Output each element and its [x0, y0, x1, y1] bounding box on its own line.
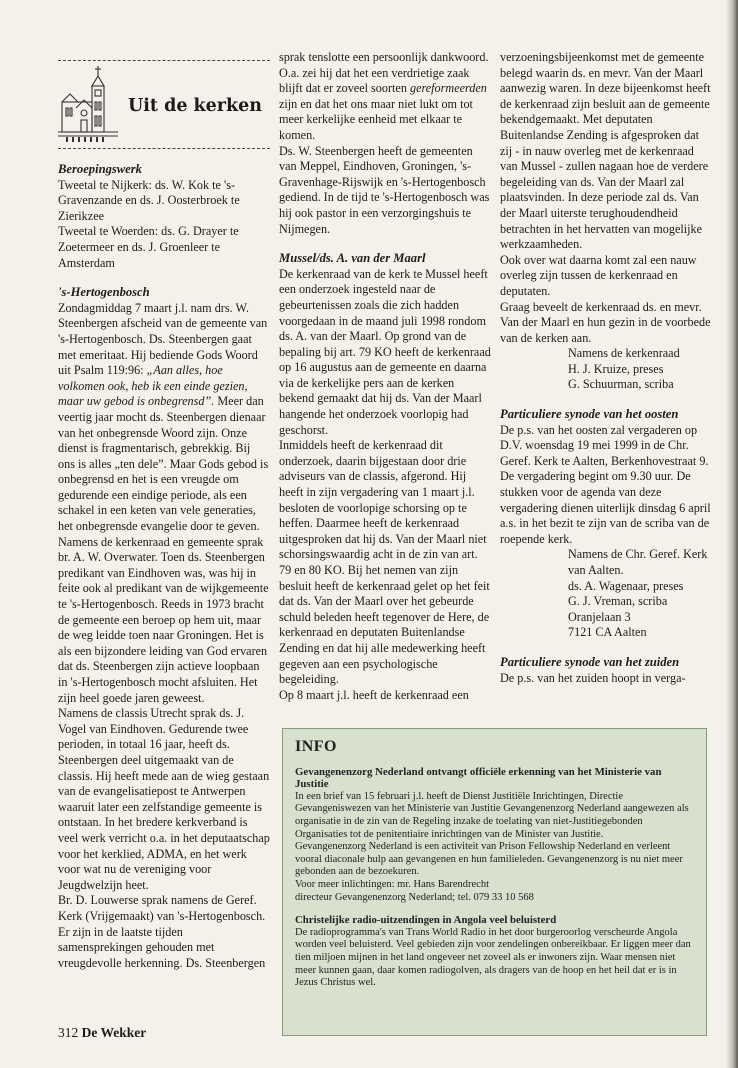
info-heading-angola: Christelijke radio-uitzendingen in Angola veel beluisterd	[295, 914, 557, 927]
signature-line: G. J. Vreman, scriba	[568, 594, 668, 609]
paragraph: Ook over wat daarna komt zal een nauw overleg zijn tussen de kerkenraad en deputaten.	[500, 252, 697, 298]
column-2	[279, 50, 491, 703]
paragraph: De p.s. van het oosten zal vergaderen op D.V. woensdag 19 mei 1999 in de Chr. Geref. Kerk te Aalten, Berkenhovestraat 9. De vergadering begint om 9.30 uur. De stukken voor de agenda van deze vergadering dienen uiterlijk dinsdag 6 april a.s. in het bezit te zijn van de scriba van de roepende kerk.	[500, 422, 711, 546]
info-paragraph: De radioprogramma's van Trans World Radio in het door burgeroorlog verscheurde Angola worden veel beluisterd. Veel gebieden zijn voor zendelingen onbereikbaar. Er liggen meer dan tien miljoen mijnen in het land ongeveer net zoveel als er inwoners zijn. Waar mensen niet meer kunnen gaan, daar komen radiogolven, als dragers van de hoop en het heil dat er is in Jezus Christus wel.	[295, 926, 691, 989]
column-3	[500, 50, 712, 686]
paragraph	[58, 301, 270, 535]
paragraph: Br. D. Louwerse sprak namens de Geref. Kerk (Vrijgemaakt) van 's-Hertogenbosch. Er zijn in de laatste tijden samensprekingen gehouden met vreugdevolle herkenning. Ds. Steenbergen	[58, 893, 266, 970]
paragraph	[279, 50, 491, 144]
signature-aalten	[500, 547, 712, 641]
text: Zondagmiddag 7 maart j.l. nam drs. W. Steenbergen afscheid van de gemeente van 's-Hertogenbosch. Ds. Steenbergen gaat met emeritaat. Hij bediende Gods Woord uit Psalm 119:96:	[58, 300, 268, 378]
paragraph: Tweetal te Nijkerk: ds. W. Kok te 's-Gravenzande en ds. J. Oosterbroek te Zierikzee	[58, 177, 240, 223]
paragraph: De kerkenraad van de kerk te Mussel heeft een onderzoek ingesteld naar de gebeurtenissen zoals die zich hadden voorgedaan in de maand juli 1998 rondom ds. A. van der Maarl. Op grond van de bepaling bij art. 79 KO heeft de kerkenraad op 16 augustus aan de gemeente en daarna via de kerkelijke pers aan de kerken bekend gemaakt dat hij ds. Van der Maarl hangende het onderzoek voorlopig had geschorst.	[279, 266, 491, 437]
text: Meer dan veertig jaar mocht ds. Steenbergen dienaar van het onbegrensde Woord zijn. Onze dienst is fragmentarisch, gebrekkig. Bij ons is alles „ten dele”. Maar Gods gebod is onbegrensd en het is een vreugde om gedurende een eindige periode, als een schakel in een keten van vele generaties, het onbegrensde evangelie door te geven.	[58, 394, 269, 534]
signature-line: Oranjelaan 3	[568, 609, 631, 624]
page-footer	[58, 1025, 146, 1041]
signature-kerkenraad	[500, 346, 712, 393]
paragraph: Graag beveelt de kerkenraad ds. en mevr. Van der Maarl en hun gezin in de voorbede van de kerken aan.	[500, 299, 711, 345]
signature-line: H. J. Kruize, preses	[568, 361, 664, 376]
paragraph: De p.s. van het zuiden hoopt in verga-	[500, 670, 686, 685]
magazine-name: De Wekker	[81, 1025, 147, 1040]
info-contact: Voor meer inlichtingen: mr. Hans Barendrecht	[295, 878, 490, 890]
info-paragraph: Gevangenenzorg Nederland is een activiteit van Prison Fellowship Nederland en verleent vooral diaconale hulp aan gevangenen en hun familieleden. Gevangenenzorg is nu niet meer gebonden aan de bezoekuren.	[295, 841, 683, 878]
header-bottom-rule	[58, 148, 270, 149]
column-1	[58, 162, 270, 971]
signature-line: ds. A. Wagenaar, preses	[568, 578, 684, 593]
scan-edge	[726, 0, 738, 1068]
paragraph: Namens de kerkenraad en gemeente sprak br. A. W. Overwater. Toen ds. Steenbergen predikant van Eindhoven was, was hij in feite ook al predikant van de wijkgemeente te 's-Hertogenbosch. Reeds in 1973 bracht de gemeente een beroep op hem uit, maar de weg leidde toen naar Groningen. Het is als een bijzondere leiding van God ervaren dat ds. Steenbergen zijn actieve loopbaan in 's-Hertogenbosch mocht afsluiten. Het zijn heel goede jaren geweest.	[58, 534, 269, 705]
paragraph: Op 8 maart j.l. heeft de kerkenraad een	[279, 687, 469, 702]
text: sprak tenslotte een persoonlijk dankwoord. O.a. zei hij dat het een verdrietige zaak blijft dat er zoveel soorten	[279, 50, 489, 96]
heading-hertogenbosch: 's-Hertogenbosch	[58, 285, 150, 300]
heading-beroepingswerk: Beroepingswerk	[58, 162, 142, 176]
info-contact: directeur Gevangenenzorg Nederland; tel. 079 33 10 568	[295, 891, 534, 903]
paragraph: Ds. W. Steenbergen heeft de gemeenten van Meppel, Eindhoven, Groningen, 's-Gravenhage-Rijswijk en 's-Hertogenbosch gediend. In de tijd te 's-Hertogenbosch was hij ook pastor in een verzorgingshuis te Nijmegen.	[279, 143, 490, 236]
text: zijn en dat het ons maar niet lukt om tot meer kerkelijke eenheid met elkaar te komen.	[279, 96, 473, 142]
church-icon	[58, 64, 128, 146]
page-number: 312	[58, 1025, 79, 1040]
header-top-rule	[58, 60, 270, 61]
paragraph: Inmiddels heeft de kerkenraad dit onderzoek, daarin bijgestaan door drie adviseurs van de classis, afgerond. Hij heeft in zijn vergadering van 1 maart j.l. besloten de voorlopige schorsing op te heffen. Daarmee heeft de kerkenraad uitgesproken dat hij ds. Van der Maarl niet schorsingswaardig acht in de zin van art. 79 en 80 KO. Bij het nemen van zijn besluit heeft de kerkenraad gelet op het feit dat ds. Van der Maarl over het gebeurde schuld beleden heeft tegenover de Here, de kerkenraad en deputaten Buitenlandse Zending en dat hij alle medewerking heeft gegeven aan een psychologische begeleiding.	[279, 438, 490, 687]
signature-line: G. Schuurman, scriba	[568, 377, 674, 392]
section-header	[58, 58, 270, 150]
heading-synode-oosten: Particuliere synode van het oosten	[500, 407, 679, 422]
signature-line: Namens de kerkenraad	[568, 346, 680, 361]
signature-line: 7121 CA Aalten	[568, 625, 647, 640]
signature-line: Namens de Chr. Geref. Kerk	[568, 547, 708, 562]
section-title: Uit de kerken	[128, 96, 263, 116]
paragraph: Namens de classis Utrecht sprak ds. J. Vogel van Eindhoven. Gedurende twee perioden, in totaal 16 jaar, heeft ds. Steenbergen deel uitgemaakt van de classis. Hij heeft mede aan de wieg gestaan van de evangelisatiepost te Antwerpen waaruit later een zelfstandige gemeente is ontstaan. In het bredere kerkverband is veel werk verricht o.a. in het deputaatschap voor het kerklied, ADMA, en het werk voor wat nu de vereniging voor Jeugdwelzijn heet.	[58, 706, 270, 892]
paragraph: Tweetal te Woerden: ds. G. Drayer te Zoetermeer en ds. J. Groenleer te Amsterdam	[58, 224, 239, 270]
heading-mussel: Mussel/ds. A. van der Maarl	[279, 251, 426, 266]
info-heading-gevangenenzorg: Gevangenenzorg Nederland ontvangt officiële erkenning van het Ministerie van Justitie	[295, 765, 662, 791]
info-paragraph: In een brief van 15 februari j.l. heeft de Dienst Justitiële Inrichtingen, Directie Gevangeniswezen van het Ministerie van Justitie Gevangenenzorg Nederland aangewezen als organisatie in de zin van de Regeling inzake de toelating van niet-Justitiegebonden Organisaties tot de penitentiaire inrichtingen van de Minister van Justitie.	[295, 790, 689, 840]
italic-word: gereformeerden	[409, 81, 487, 96]
info-box	[282, 728, 707, 1036]
psalm-quote: „Aan alles, hoe volkomen ook, heb ik een einde gezien, maar uw gebod is onbegrensd”.	[58, 363, 248, 409]
paragraph: verzoeningsbijeenkomst met de gemeente belegd waarin ds. en mevr. Van der Maarl aanwezig waren. In deze bijeenkomst heeft de kerkenraad zijn besluit aan de gemeente bekendgemaakt. Met deputaten Buitenlandse Zending is afgesproken dat zij - in nauw overleg met de kerkenraad van Mussel - zullen nagaan hoe de verdere begeleiding van ds. Van der Maarl zal plaatsvinden. In deze periode zal ds. Van der Maarl uiterste terughoudendheid betrachten in het hervatten van mogelijke werkzaamheden.	[500, 50, 711, 252]
info-title: INFO	[295, 738, 337, 755]
signature-line: van Aalten.	[568, 563, 624, 577]
heading-synode-zuiden: Particuliere synode van het zuiden	[500, 654, 680, 669]
